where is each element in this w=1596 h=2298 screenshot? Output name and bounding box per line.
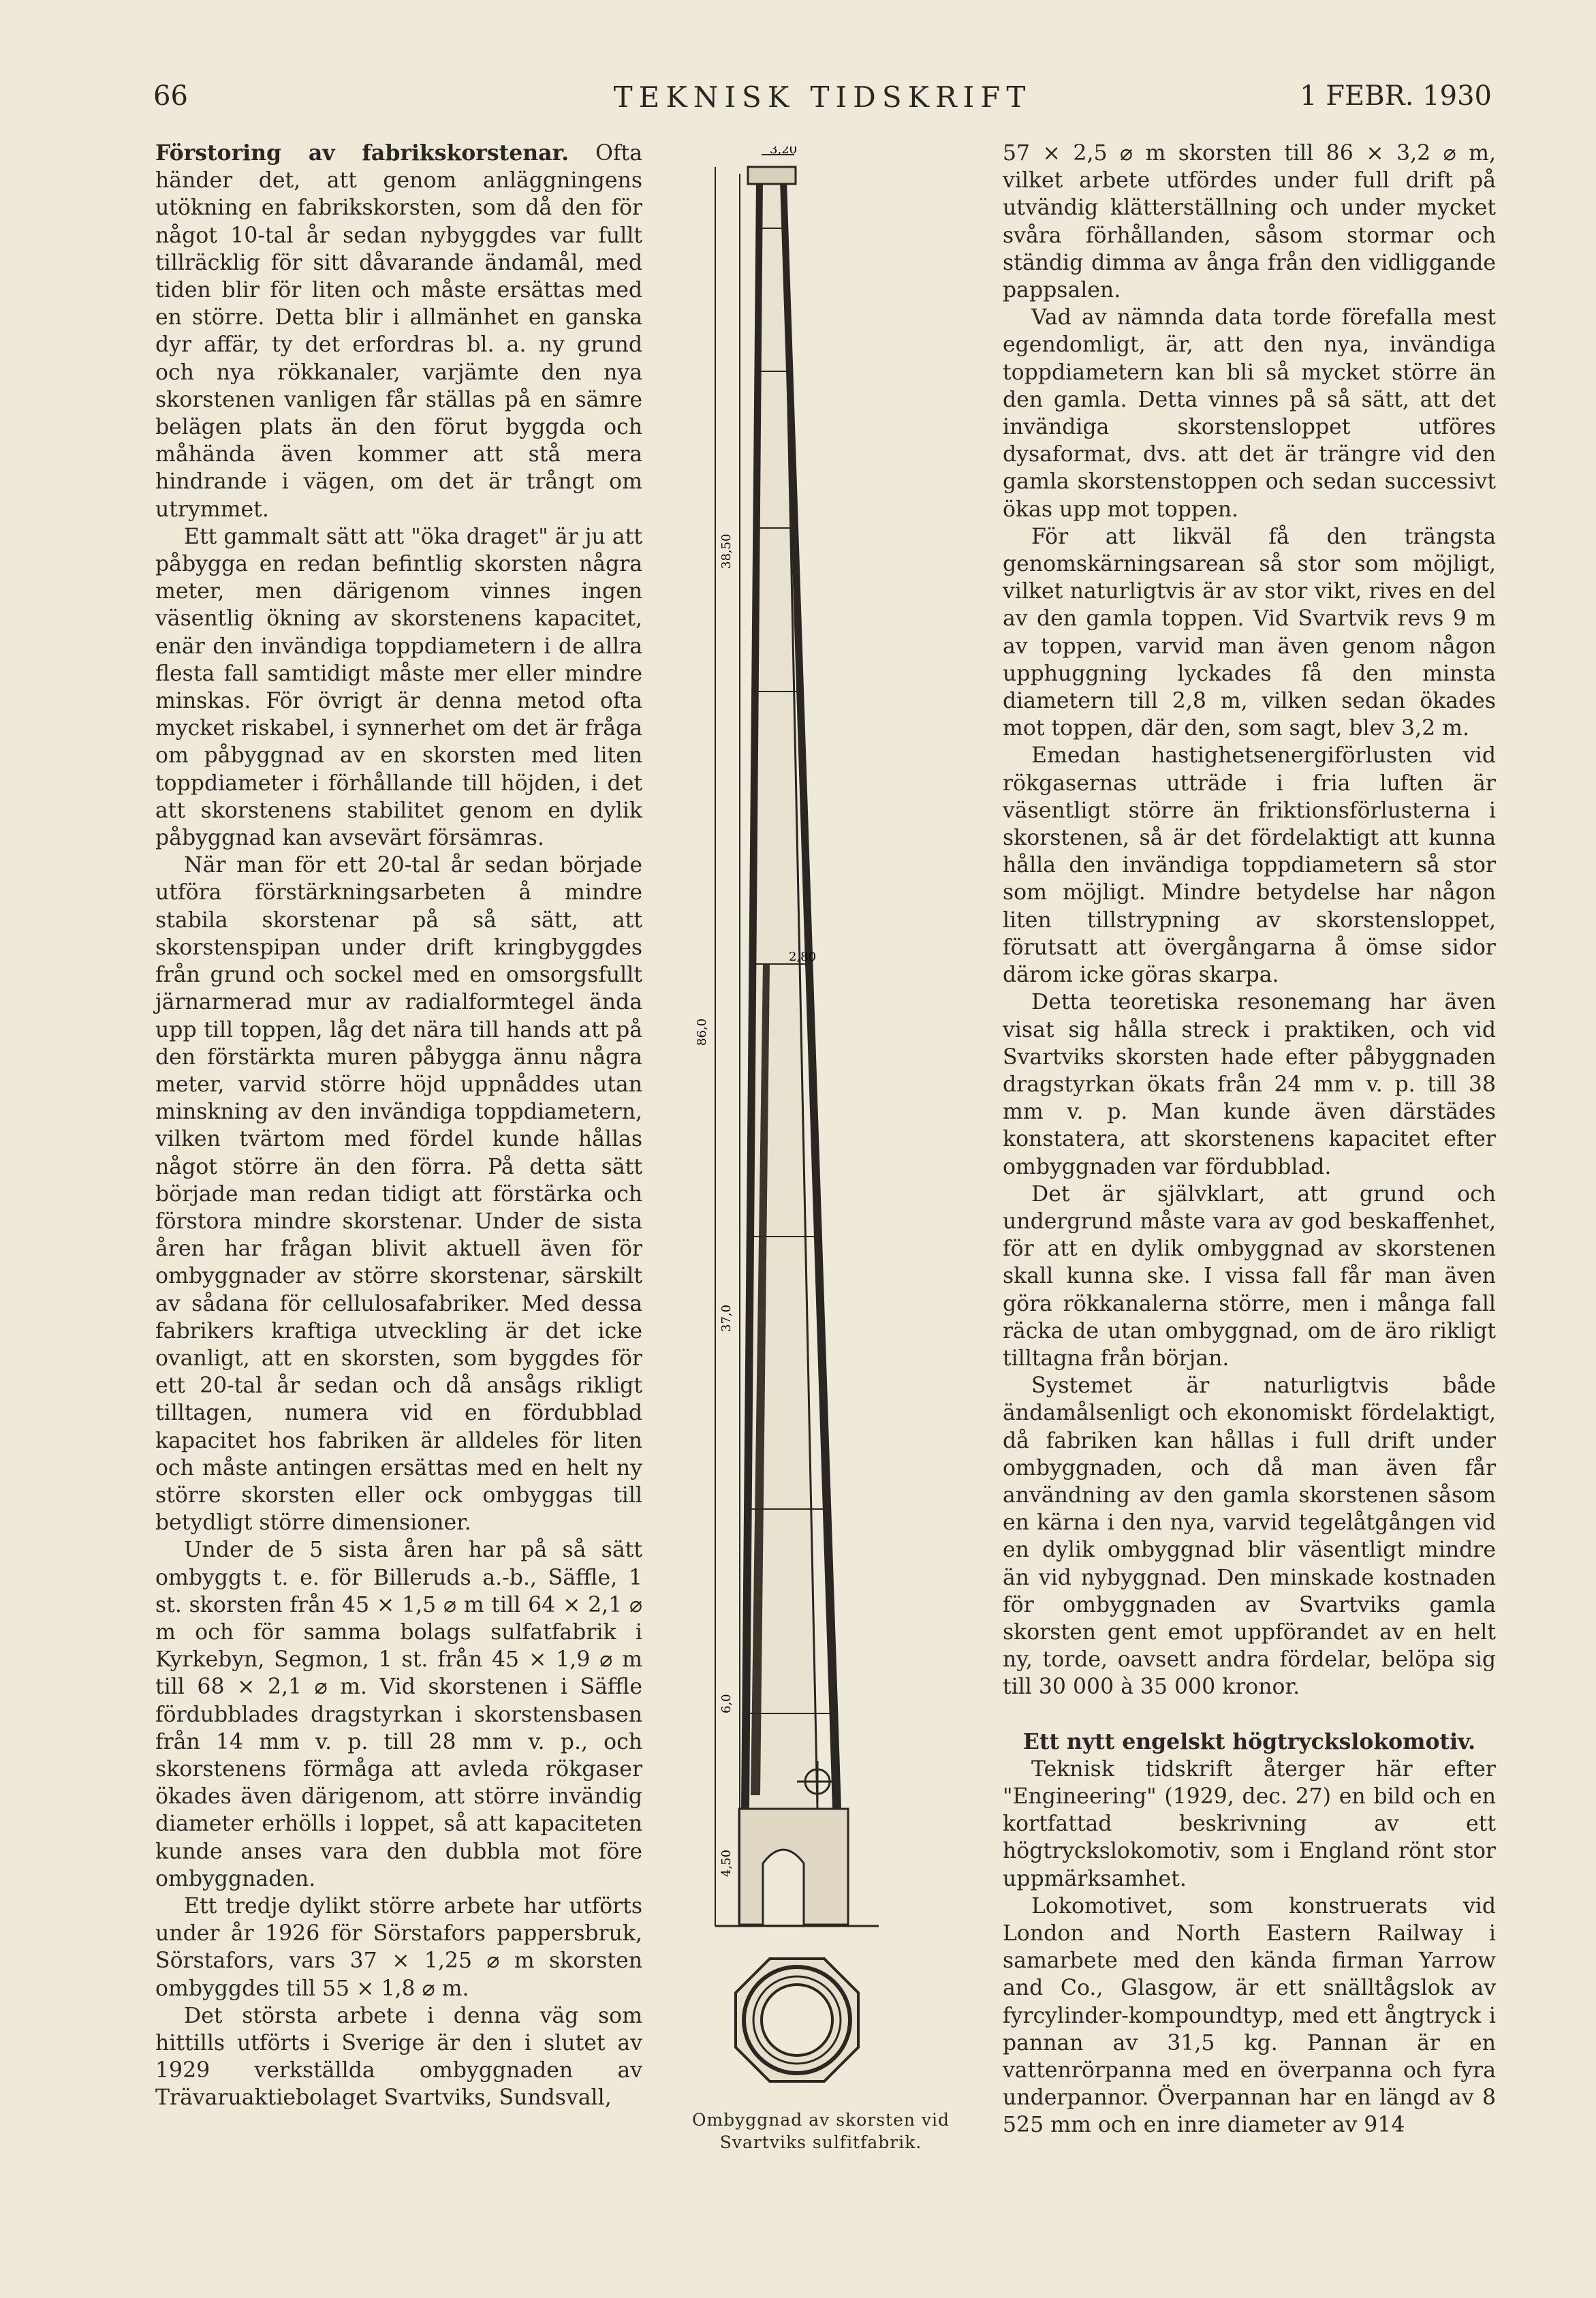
- article-paragraph: För att likväl få den trängsta genomskärningsarean så stor som möjligt, vilket naturligtvis är av stor vikt, rives en del av den gamla toppen. Vid Svartvik revs 9 m av toppen, varvid man även genom någon upphuggning lyckades få den minsta diametern till 2,8 m, vilken sedan ökades mot toppen, där den, som sagt, blev 3,2 m.: [1003, 524, 1496, 741]
- article-paragraph: Under de 5 sista åren har på så sätt ombyggts t. e. för Billeruds a.-b., Säffle, 1 st. skorsten från 45 × 1,5 ⌀ m till 64 × 2,1 ⌀ m och för samma bolags sulfatfabrik i Kyrkebyn, Segmon, 1 st. från 45 × 1,9 ⌀ m till 68 × 2,1 ⌀ m. Vid skorstenen i Säffle fördubblades dragstyrkan i skorstensbasen från 14 mm v. p. till 28 mm v. p., och skorstenens förmåga att avleda rökgaser ökades även därigenom, att större invändig diameter erhölls i loppet, så att kapaciteten kunde anses vara den dubbla mot före ombyggnaden.: [155, 1538, 642, 1891]
- dim-top-diameter: 3,20: [770, 146, 798, 157]
- paragraph-text: Ofta händer det, att genom anläggningens utökning en fabrikskorsten, som då den för något 10-tal år sedan nybyggdes var fullt tillräcklig för sitt dåvarande ändamål, med tiden blir för liten och måste ersättas med en större. Detta blir i allmänhet en ganska dyr affär, ty det erfordras bl. a. ny grund och nya rökkanaler, varjämte den nya skorstenen vanligen får ställas på en sämre belägen plats än den förut byggda och måhända även kommer att stå mera hindrande i vägen, om det är trångt om utrymmet.: [155, 141, 642, 522]
- article-paragraph: Det största arbete i denna väg som hittills utförts i Sverige är den i slutet av 1929 verkställda ombyggnaden av Trävaruaktiebolaget Svartviks, Sundsvall,: [155, 2003, 642, 2111]
- article-paragraph: När man för ett 20-tal år sedan började utföra förstärkningsarbeten å mindre stabila skorstenar på så sätt, att skorstenspipan under drift kringbyggdes från grund och sockel med en omsorgsfullt järnarmerad mur av radialformtegel ända upp till toppen, låg det nära till hands att på den förstärkta muren påbygga ännu några meter, varvid större höjd uppnåddes utan minskning av den invändiga toppdiametern, vilken tvärtom med fördel kunde hållas något större än den förra. På detta sätt började man redan tidigt att förstärka och förstora mindre skorstenar. Under de sista åren har frågan blivit aktuell även för ombyggnader av större skorstenar, särskilt av sådana för cellulosafabriker. Med dessa fabrikers kraftiga utveckling är det icke ovanligt, att en skorsten, som byggdes för ett 20-tal år sedan och då ansågs rikligt tilltagen, numera vid en fördubblad kapacitet hos fabriken är alldeles för liten och måste antingen ersättas med en helt ny större skorsten eller ock ombyggas till betydligt större dimensioner.: [155, 853, 642, 1536]
- dim-old-height: 37,0: [719, 1304, 734, 1332]
- dim-total-height: 86,0: [695, 1018, 709, 1046]
- page-header: [153, 80, 1492, 128]
- issue-date: 1 FEBR. 1930: [1300, 80, 1492, 112]
- section-title: Ett nytt engelskt högtryckslokomotiv.: [1022, 1728, 1476, 1754]
- figure-caption: [674, 2109, 967, 2154]
- article-paragraph: Systemet är naturligtvis både ändamålsenligt och ekonomiskt fördelaktigt, då fabriken kan hållas i full drift under ombyggnaden, och då man även får användning av den gamla skorstenen såsom en kärna i den nya, varvid tegelåtgången vid en dylik ombyggnad blir väsentligt mindre än vid nybyggnad. Den minskade kostnaden för ombyggnaden av Svartviks gamla skorsten gent emot uppförandet av en helt ny, torde, oavsett andra fördelar, belöpa sig till 30 000 à 35 000 kronor.: [1003, 1373, 1496, 1700]
- article-paragraph: Ett tredje dylikt större arbete har utförts under år 1926 för Sörstafors pappersbruk, Sörstafors, vars 37 × 1,25 ⌀ m skorsten ombyggdes till 55 × 1,8 ⌀ m.: [155, 1894, 642, 2001]
- article-paragraph: Det är självklart, att grund och undergrund måste vara av god beskaffenhet, för att en dylik ombyggnad av skorstenen skall kunna ske. I vissa fall får man även göra rökkanalerna större, men i många fall räcka de utan ombyggnad, om de äro rikligt tilltagna från början.: [1003, 1181, 1496, 1371]
- dim-base-height: 4,50: [719, 1849, 734, 1877]
- caption-line: Svartviks sulfitfabrik.: [719, 2132, 922, 2152]
- article-paragraph: Teknisk tidskrift återger här efter "Engineering" (1929, dec. 27) en bild och en kortfattad beskrivning av ett högtryckslokomotiv, som i England rönt stor uppmärksamhet.: [1003, 1756, 1496, 1891]
- article-paragraph: Emedan hastighetsenergiförlusten vid rökgasernas utträde i fria luften är väsentligt större än friktionsförlusterna i skorstenen, så är det fördelaktigt att kunna hålla den invändiga toppdiametern så stor som möjligt. Mindre betydelse har någon liten tillstrypning av skorstensloppet, förutsatt att övergångarna å ömse sidor därom icke göras skarpa.: [1003, 743, 1496, 988]
- article-paragraph: Detta teoretiska resonemang har även visat sig hålla streck i praktiken, och vid Svartviks skorsten hade efter påbyggnaden dragstyrkan ökats från 24 mm v. p. till 38 mm v. p. Man kunde även därstädes konstatera, att skorstenens kapacitet efter ombyggnaden var fördubblad.: [1003, 990, 1496, 1179]
- right-column: [1003, 140, 1496, 2139]
- article-paragraph: Vad av nämnda data torde förefalla mest egendomligt, är, att den nya, invändiga toppdiametern kan bli så mycket större än den gamla. Detta vinnes på så sätt, att det invändiga skorstensloppet utföres dysaformat, dvs. att det är trängre vid den gamla skorstenstoppen och sedan successivt ökas upp mot toppen.: [1003, 305, 1496, 522]
- chimney-plan-view: [736, 1959, 858, 2081]
- left-column: [155, 140, 642, 2112]
- chimney-top-cap: [748, 167, 796, 184]
- caption-line: Ombyggnad av skorsten vid: [691, 2110, 950, 2130]
- journal-title: TEKNISK TIDSKRIFT: [613, 80, 1032, 114]
- dim-upper-height: 38,50: [719, 533, 734, 569]
- article-paragraph: Lokomotivet, som konstruerats vid London and North Eastern Railway i samarbete med den kända firman Yarrow and Co., Glasgow, är ett snälltågslok av fyrcylinder-kompoundtyp, med ett ångtryck i pannan av 31,5 kg. Pannan är en vattenrörpanna med en överpanna och fyra underpannor. Överpannan har en längd av 8 525 mm och en inre diameter av 914: [1003, 1893, 1496, 2138]
- dim-lower-section: 6,0: [719, 1694, 734, 1713]
- page-number: 66: [153, 80, 188, 112]
- dim-mid-diameter: 2,80: [789, 950, 817, 964]
- article-paragraph: Ett gammalt sätt att "öka draget" är ju att påbygga en redan befintlig skorsten några meter, men därigenom vinnes ingen väsentlig ökning av skorstenens kapacitet, enär den invändiga toppdiametern i de allra flesta fall samtidigt måste mer eller mindre minskas. För övrigt är denna metod ofta mycket riskabel, i synnerhet om det är fråga om påbyggnad av en skorsten med liten toppdiameter i förhållande till höjden, i det att skorstenens stabilitet genom en dylik påbyggnad kan avsevärt försämras.: [155, 524, 642, 851]
- chimney-drawing: [674, 146, 967, 2122]
- article-paragraph: 57 × 2,5 ⌀ m skorsten till 86 × 3,2 ⌀ m, vilket arbete utfördes under full drift på utvändig klätterställning och under mycket svåra förhållanden, såsom stormar och ständig dimma av ånga från den vidliggande pappsalen.: [1003, 141, 1496, 303]
- chimney-elevation-svg: [674, 146, 967, 2122]
- base-opening: [763, 1850, 804, 1925]
- section-title: Förstoring av fabrikskorstenar.: [155, 140, 569, 166]
